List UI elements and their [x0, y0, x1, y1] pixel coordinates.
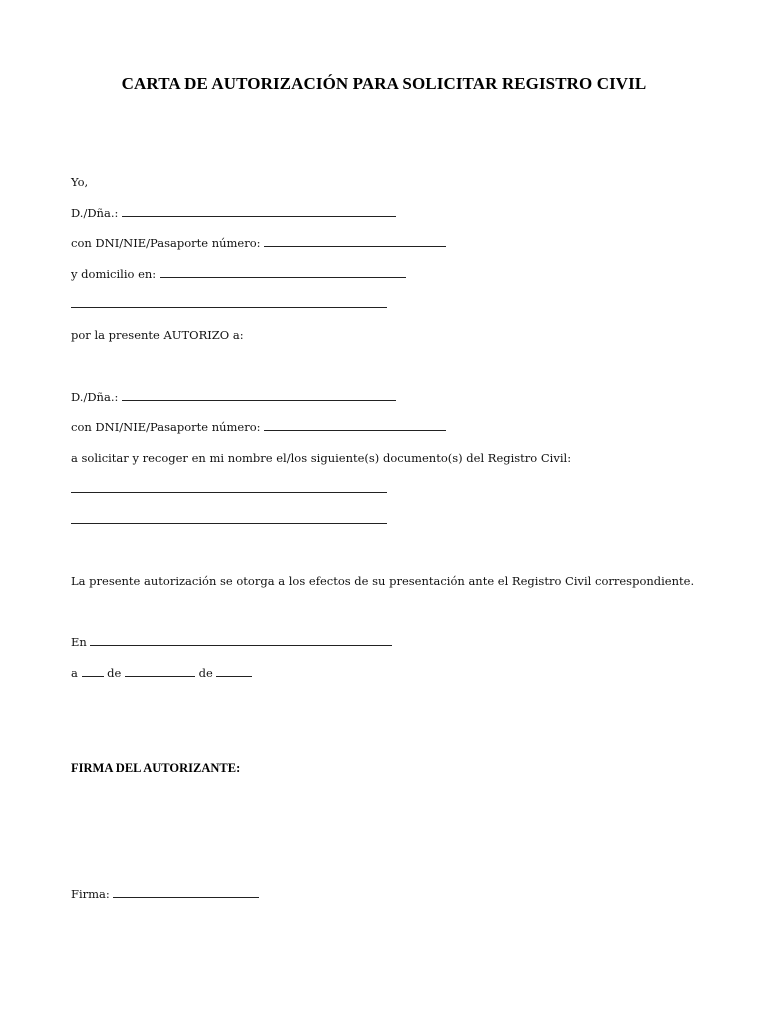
purpose-statement: La presente autorización se otorga a los efectos de su presentación ante el Registro Civil correspondiente. — [71, 574, 695, 588]
authorizer-name-label: D./Dña.: — [71, 206, 119, 220]
signature-label: Firma: — [71, 887, 110, 901]
date-row — [71, 665, 252, 681]
date-de-label-2: de — [198, 666, 213, 680]
authorizer-address-label: y domicilio en: — [71, 267, 157, 281]
authorizer-id-row — [71, 235, 446, 251]
authorized-name-field[interactable] — [122, 389, 396, 401]
place-field[interactable] — [90, 634, 392, 646]
document-title: CARTA DE AUTORIZACIÓN PARA SOLICITAR REGISTRO CIVIL — [121, 74, 647, 93]
authorizer-address-row — [71, 266, 406, 282]
signature-row — [71, 886, 259, 902]
authorizer-address-row-2 — [71, 296, 387, 312]
authorizer-id-label: con DNI/NIE/Pasaporte número: — [71, 236, 261, 250]
date-year-field[interactable] — [216, 665, 252, 677]
request-statement: a solicitar y recoger en mi nombre el/los siguiente(s) documento(s) del Registro Civil: — [71, 451, 572, 465]
date-day-field[interactable] — [82, 665, 104, 677]
authorized-id-row — [71, 419, 446, 435]
date-month-field[interactable] — [125, 665, 195, 677]
place-row — [71, 634, 392, 650]
authorizer-id-field[interactable] — [264, 235, 446, 247]
document-request-field-1[interactable] — [71, 481, 387, 493]
document-request-field-2[interactable] — [71, 512, 387, 524]
signature-field[interactable] — [113, 886, 259, 898]
authorized-id-field[interactable] — [264, 419, 446, 431]
date-prefix: a — [71, 666, 78, 680]
signature-heading: FIRMA DEL AUTORIZANTE: — [71, 761, 241, 775]
authorizer-name-field[interactable] — [122, 205, 396, 217]
authorizer-name-row — [71, 205, 396, 221]
authorized-name-row — [71, 389, 396, 405]
authorized-id-label: con DNI/NIE/Pasaporte número: — [71, 420, 261, 434]
document-request-row-1 — [71, 481, 387, 497]
place-label: En — [71, 635, 87, 649]
authorizer-address-field-2[interactable] — [71, 296, 387, 308]
date-de-label-1: de — [107, 666, 122, 680]
document-request-row-2 — [71, 512, 387, 528]
authorizer-address-field[interactable] — [160, 266, 406, 278]
intro-text: Yo, — [71, 175, 89, 189]
authorize-statement: por la presente AUTORIZO a: — [71, 328, 244, 342]
authorized-name-label: D./Dña.: — [71, 390, 119, 404]
